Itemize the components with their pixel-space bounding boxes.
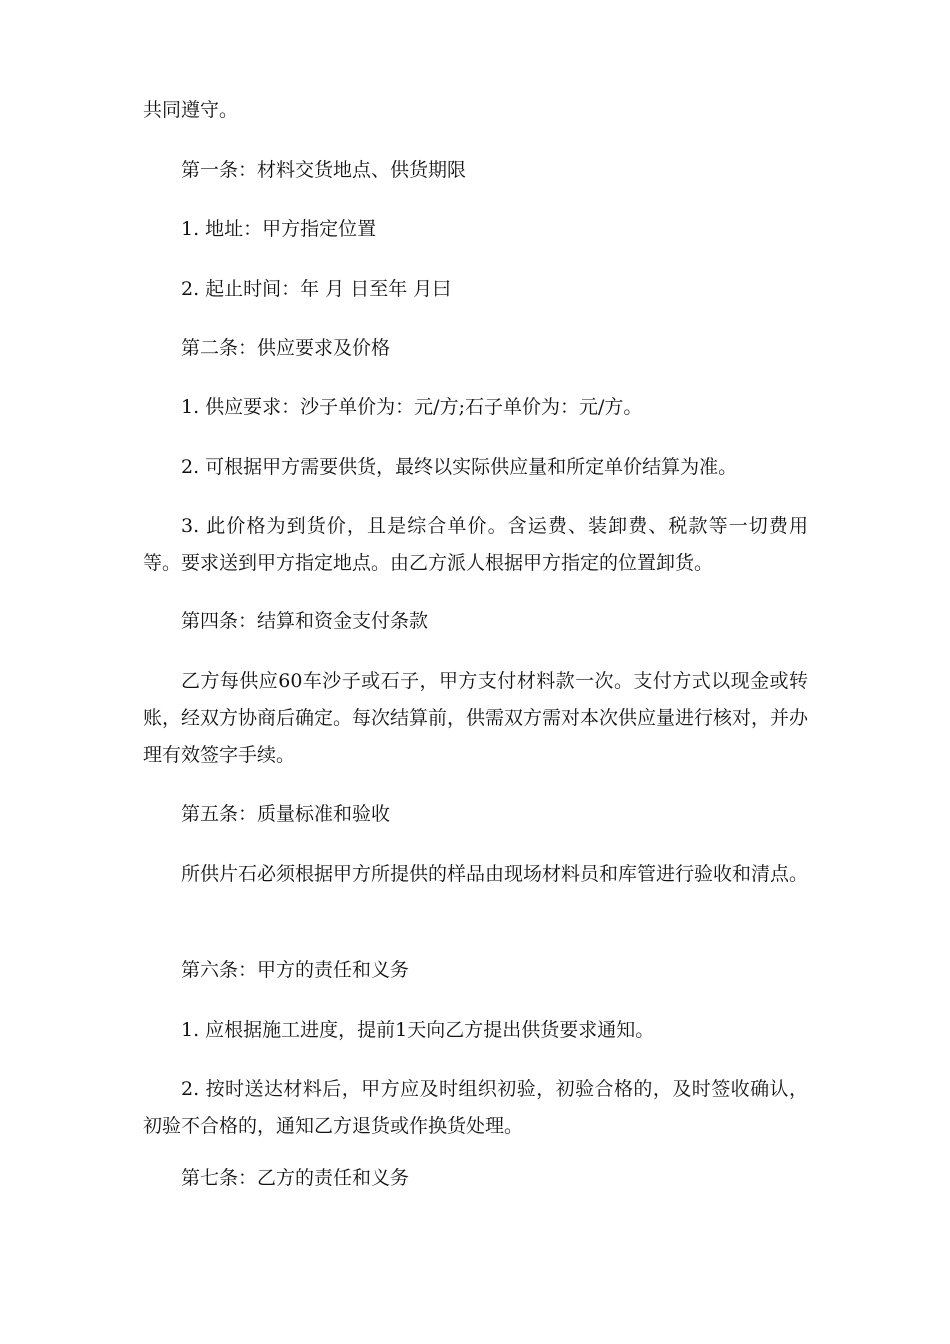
paragraph-period: 2. 起止时间：年 月 日至年 月曰 (181, 278, 452, 300)
paragraph-closing-line: 共同遵守。 (143, 99, 239, 121)
heading-article-2: 第二条：供应要求及价格 (181, 337, 391, 359)
paragraph-supply-requirement: 1. 供应要求：沙子单价为：元/方;石子单价为：元/方。 (181, 396, 643, 418)
heading-article-1: 第一条：材料交货地点、供货期限 (181, 159, 467, 181)
paragraph-party-a-notice: 1. 应根据施工进度，提前1天向乙方提出供货要求通知。 (181, 1019, 655, 1041)
paragraph-address: 1. 地址：甲方指定位置 (181, 218, 377, 240)
paragraph-party-a-inspection: 2. 按时送达材料后，甲方应及时组织初验，初验合格的，及时签收确认，初验不合格的，通知乙方退货或作换货处理。 (143, 1078, 808, 1137)
paragraph-price-terms: 3. 此价格为到货价，且是综合单价。含运费、装卸费、税款等一切费用等。要求送到甲方指定地点。由乙方派人根据甲方指定的位置卸货。 (143, 515, 808, 574)
heading-article-6: 第六条：甲方的责任和义务 (181, 959, 410, 981)
heading-article-5: 第五条：质量标准和验收 (181, 803, 391, 825)
paragraph-payment-terms: 乙方每供应60车沙子或石子，甲方支付材料款一次。支付方式以现金或转账，经双方协商后确定。每次结算前，供需双方需对本次供应量进行核对，并办理有效签字手续。 (143, 670, 809, 766)
heading-article-7: 第七条：乙方的责任和义务 (181, 1167, 410, 1189)
paragraph-settlement-basis: 2. 可根据甲方需要供货，最终以实际供应量和所定单价结算为准。 (181, 456, 738, 478)
heading-article-4: 第四条：结算和资金支付条款 (181, 610, 429, 632)
paragraph-quality-acceptance: 所供片石必须根据甲方所提供的样品由现场材料员和库管进行验收和清点。 (181, 863, 809, 885)
